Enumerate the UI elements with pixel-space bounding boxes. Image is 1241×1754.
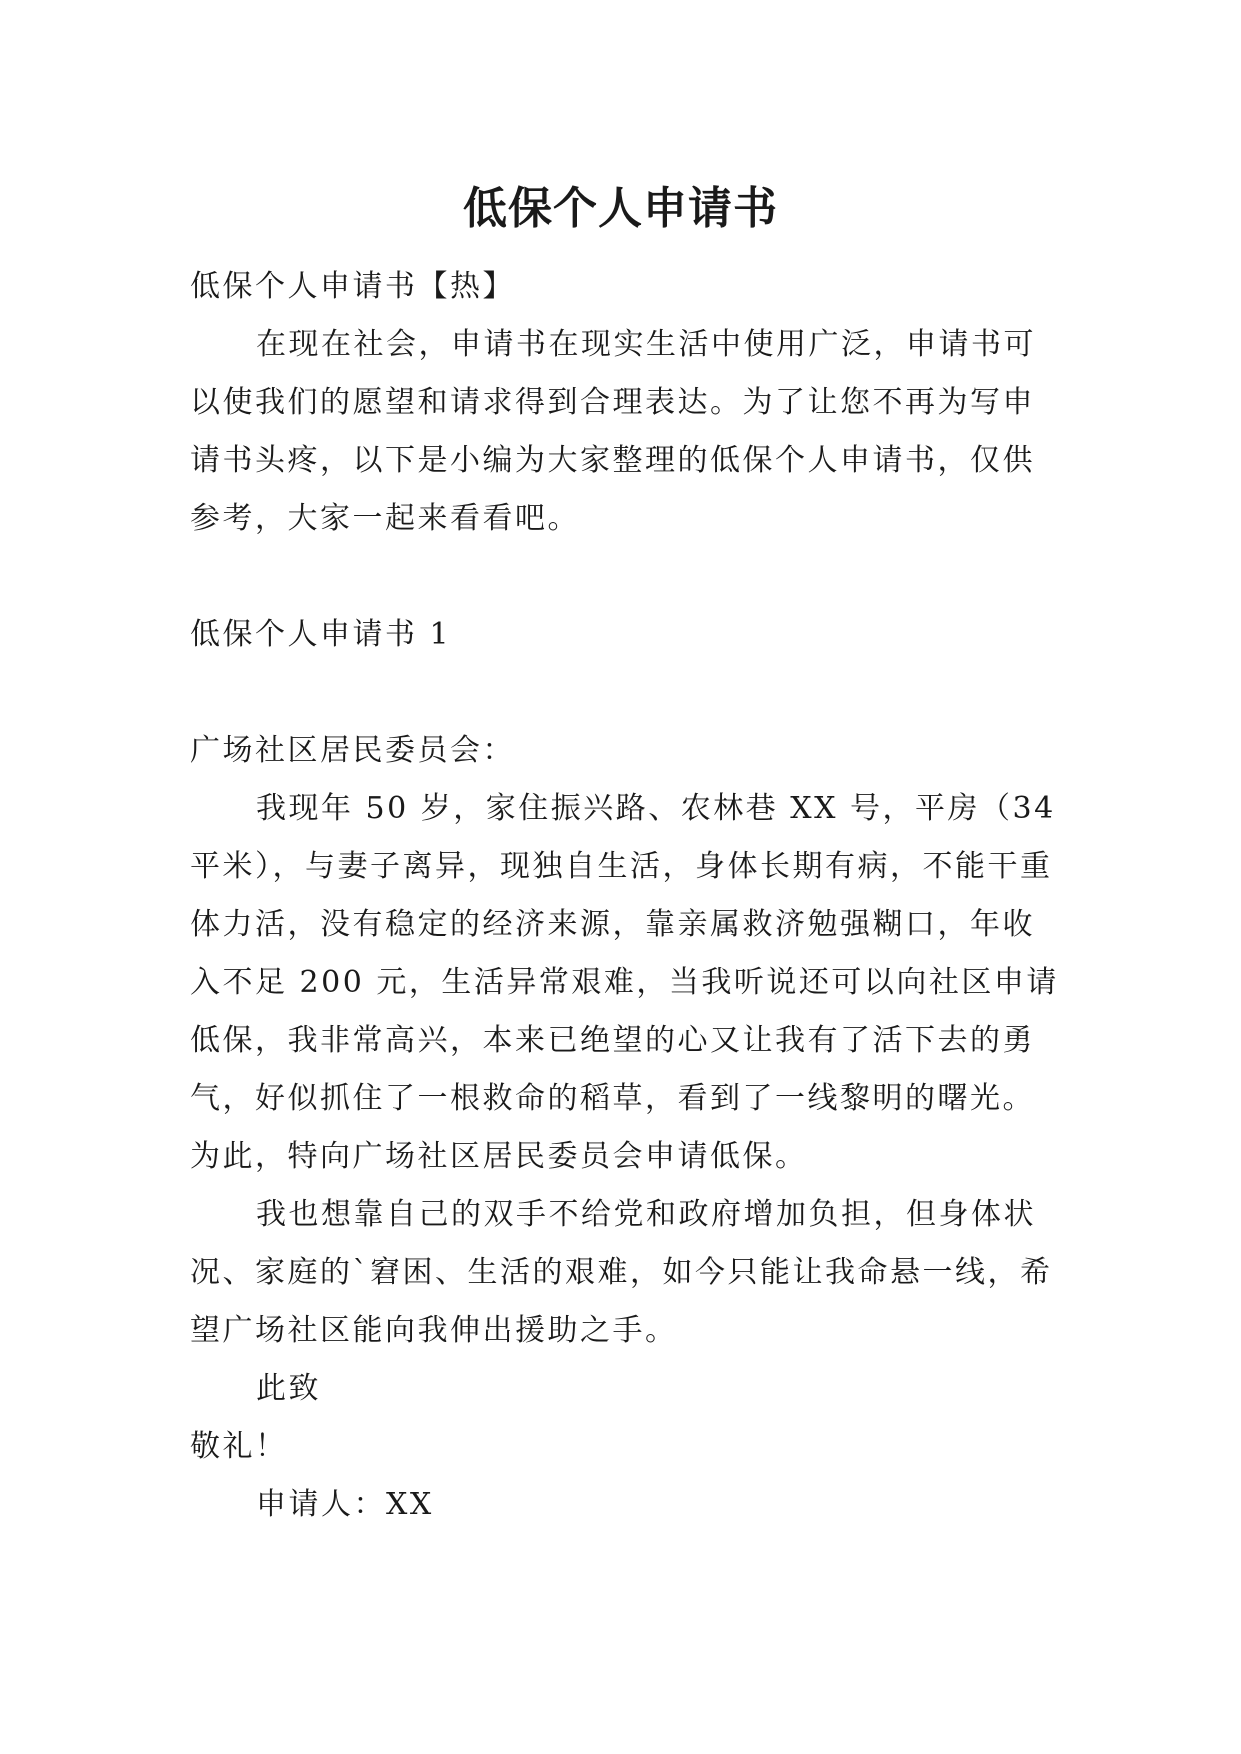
- body-paragraph-2: 我也想靠自己的双手不给党和政府增加负担，但身体状况、家庭的`窘困、生活的艰难，如今只能让我命悬一线，希望广场社区能向我伸出援助之手。: [190, 1197, 1053, 1348]
- salutation: 广场社区居民委员会：: [190, 733, 515, 768]
- closing-regards: 敬礼！: [190, 1429, 288, 1464]
- document-title: 低保个人申请书: [463, 183, 778, 235]
- document-subtitle: 低保个人申请书【热】: [190, 269, 515, 304]
- spacer: [190, 548, 1060, 606]
- intro-paragraph: 在现在社会，申请书在现实生活中使用广泛，申请书可以使我们的愿望和请求得到合理表达。为了让您不再为写申请书头疼，以下是小编为大家整理的低保个人申请书，仅供参考，大家一起来看看吧。: [190, 327, 1036, 536]
- signature-line: 申请人：XX: [256, 1487, 434, 1522]
- body-paragraph-1: 我现年 50 岁，家住振兴路、农林巷 XX 号，平房（34 平米），与妻子离异，现独自生活，身体长期有病，不能干重体力活，没有稳定的经济来源，靠亲属救济勉强糊口，年收入不足 200 元，生活异常艰难，当我听说还可以向社区申请低保，我非常高兴，本来已绝望的心又让我有了活下去的勇气，好似抓住了一根救命的稻草，看到了一线黎明的曙光。为此，特向广场社区居民委员会申请低保。: [190, 791, 1068, 1174]
- closing-line: 此致: [256, 1371, 321, 1406]
- document-body: [190, 258, 1068, 1534]
- section-heading: 低保个人申请书 1: [190, 617, 452, 652]
- spacer: [190, 664, 1060, 722]
